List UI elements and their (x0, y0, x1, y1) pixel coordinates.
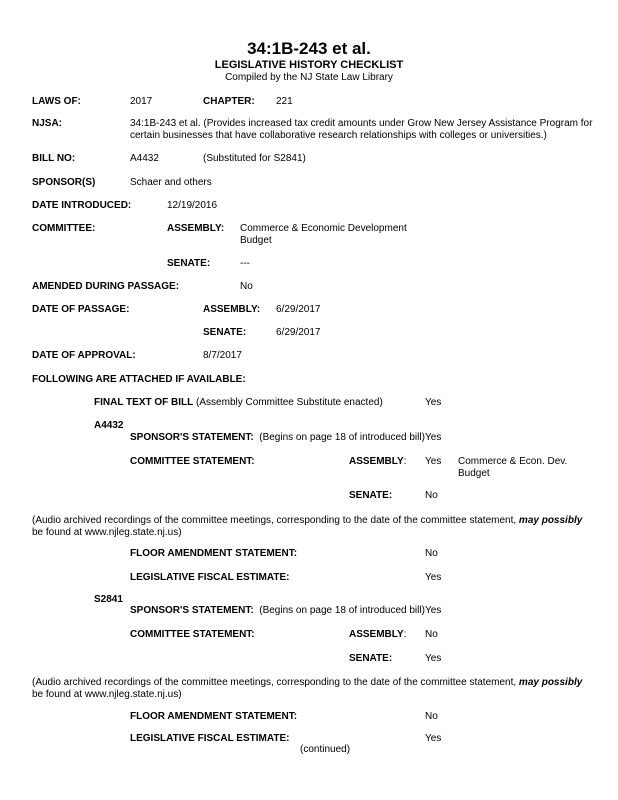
page-title: 34:1B-243 et al. (247, 39, 371, 58)
njsa-line-1: 34:1B-243 et al. (Provides increased tax credit amounts under Grow New Jersey Assistance Program for (130, 118, 593, 129)
a4432-assembly-row (349, 456, 406, 468)
chapter-label: CHAPTER: (203, 96, 255, 107)
njsa-line-2: certain businesses that have collaborative research relationships with colleges or universities.) (130, 130, 547, 141)
a4432-fiscal-value: Yes (425, 572, 442, 583)
a4432-audio-text: (Audio archived recordings of the committee meetings, corresponding to the date of the committee statement, (32, 515, 519, 526)
committee-senate-value: --- (240, 258, 250, 269)
a4432-bill-label: A4432 (94, 420, 124, 431)
passage-assembly-label: ASSEMBLY: (203, 304, 261, 315)
njsa-label: NJSA: (32, 118, 63, 129)
a4432-senate-value: No (425, 490, 438, 501)
continued-note: (continued) (300, 744, 351, 755)
s2841-sponsor-value: Yes (425, 605, 442, 616)
a4432-floor-label: FLOOR AMENDMENT STATEMENT: (130, 548, 298, 559)
a4432-committee-label: COMMITTEE STATEMENT: (130, 456, 255, 467)
committee-senate-label: SENATE: (167, 258, 211, 269)
a4432-audio-emphasis: may possibly (518, 515, 583, 526)
a4432-assembly-value: Yes (425, 456, 442, 467)
a4432-fiscal-label: LEGISLATIVE FISCAL ESTIMATE: (130, 572, 290, 583)
a4432-floor-value: No (425, 548, 438, 559)
a4432-assembly-colon: : (403, 456, 407, 467)
s2841-fiscal-value: Yes (425, 733, 442, 744)
bill-no-label: BILL NO: (32, 153, 76, 164)
committee-assembly-label: ASSEMBLY: (167, 223, 225, 234)
compiled-by: Compiled by the NJ State Law Library (225, 72, 393, 83)
s2841-assembly-label: ASSEMBLY (349, 629, 404, 640)
chapter-value: 221 (276, 96, 293, 107)
s2841-senate-value: Yes (425, 653, 442, 664)
a4432-sponsor-note: (Begins on page 18 of introduced bill) (259, 432, 425, 443)
a4432-assembly-label: ASSEMBLY (349, 456, 404, 467)
a4432-assembly-detail-1: Commerce & Econ. Dev. (458, 456, 568, 467)
a4432-sponsor-label: SPONSOR'S STATEMENT: (130, 432, 254, 443)
bill-no-value: A4432 (130, 153, 159, 164)
laws-of-value: 2017 (130, 96, 153, 107)
a4432-sponsor-value: Yes (425, 432, 442, 443)
amended-label: AMENDED DURING PASSAGE: (32, 281, 180, 292)
sponsors-label: SPONSOR(S) (32, 177, 96, 188)
a4432-audio-line-1 (32, 515, 582, 527)
s2841-sponsor-label: SPONSOR'S STATEMENT: (130, 605, 254, 616)
attached-heading: FOLLOWING ARE ATTACHED IF AVAILABLE: (32, 374, 246, 385)
s2841-audio-line-1 (32, 677, 582, 689)
final-text-value: Yes (425, 397, 442, 408)
committee-assembly-line-2: Budget (240, 235, 272, 246)
s2841-audio-text: (Audio archived recordings of the committee meetings, corresponding to the date of the committee statement, (32, 677, 519, 688)
s2841-floor-value: No (425, 711, 438, 722)
s2841-audio-line-2: be found at www.njleg.state.nj.us) (32, 689, 182, 700)
passage-label: DATE OF PASSAGE: (32, 304, 130, 315)
passage-senate-label: SENATE: (203, 327, 247, 338)
amended-value: No (240, 281, 253, 292)
laws-of-label: LAWS OF: (32, 96, 81, 107)
a4432-sponsor-row (130, 432, 425, 444)
bill-no-note: (Substituted for S2841) (203, 153, 306, 164)
date-introduced-label: DATE INTRODUCED: (32, 200, 132, 211)
s2841-floor-label: FLOOR AMENDMENT STATEMENT: (130, 711, 298, 722)
s2841-sponsor-row (130, 605, 425, 617)
s2841-assembly-colon: : (403, 629, 407, 640)
approval-value: 8/7/2017 (203, 350, 242, 361)
passage-assembly-value: 6/29/2017 (276, 304, 321, 315)
committee-assembly-line-1: Commerce & Economic Development (240, 223, 407, 234)
committee-label: COMMITTEE: (32, 223, 96, 234)
checklist-subtitle: LEGISLATIVE HISTORY CHECKLIST (214, 59, 404, 71)
a4432-assembly-detail-2: Budget (458, 468, 490, 479)
s2841-sponsor-note: (Begins on page 18 of introduced bill) (259, 605, 425, 616)
a4432-senate-label: SENATE: (349, 490, 393, 501)
s2841-committee-label: COMMITTEE STATEMENT: (130, 629, 255, 640)
passage-senate-value: 6/29/2017 (276, 327, 321, 338)
a4432-audio-line-2: be found at www.njleg.state.nj.us) (32, 527, 182, 538)
date-introduced-value: 12/19/2016 (167, 200, 218, 211)
s2841-fiscal-label: LEGISLATIVE FISCAL ESTIMATE: (130, 733, 290, 744)
sponsors-value: Schaer and others (130, 177, 212, 188)
final-text-row (94, 397, 383, 409)
final-text-label: FINAL TEXT OF BILL (94, 397, 194, 408)
s2841-assembly-row (349, 629, 406, 641)
s2841-audio-emphasis: may possibly (518, 677, 583, 688)
s2841-bill-label: S2841 (94, 594, 123, 605)
final-text-note: (Assembly Committee Substitute enacted) (196, 397, 383, 408)
approval-label: DATE OF APPROVAL: (32, 350, 136, 361)
s2841-assembly-value: No (425, 629, 438, 640)
s2841-senate-label: SENATE: (349, 653, 393, 664)
